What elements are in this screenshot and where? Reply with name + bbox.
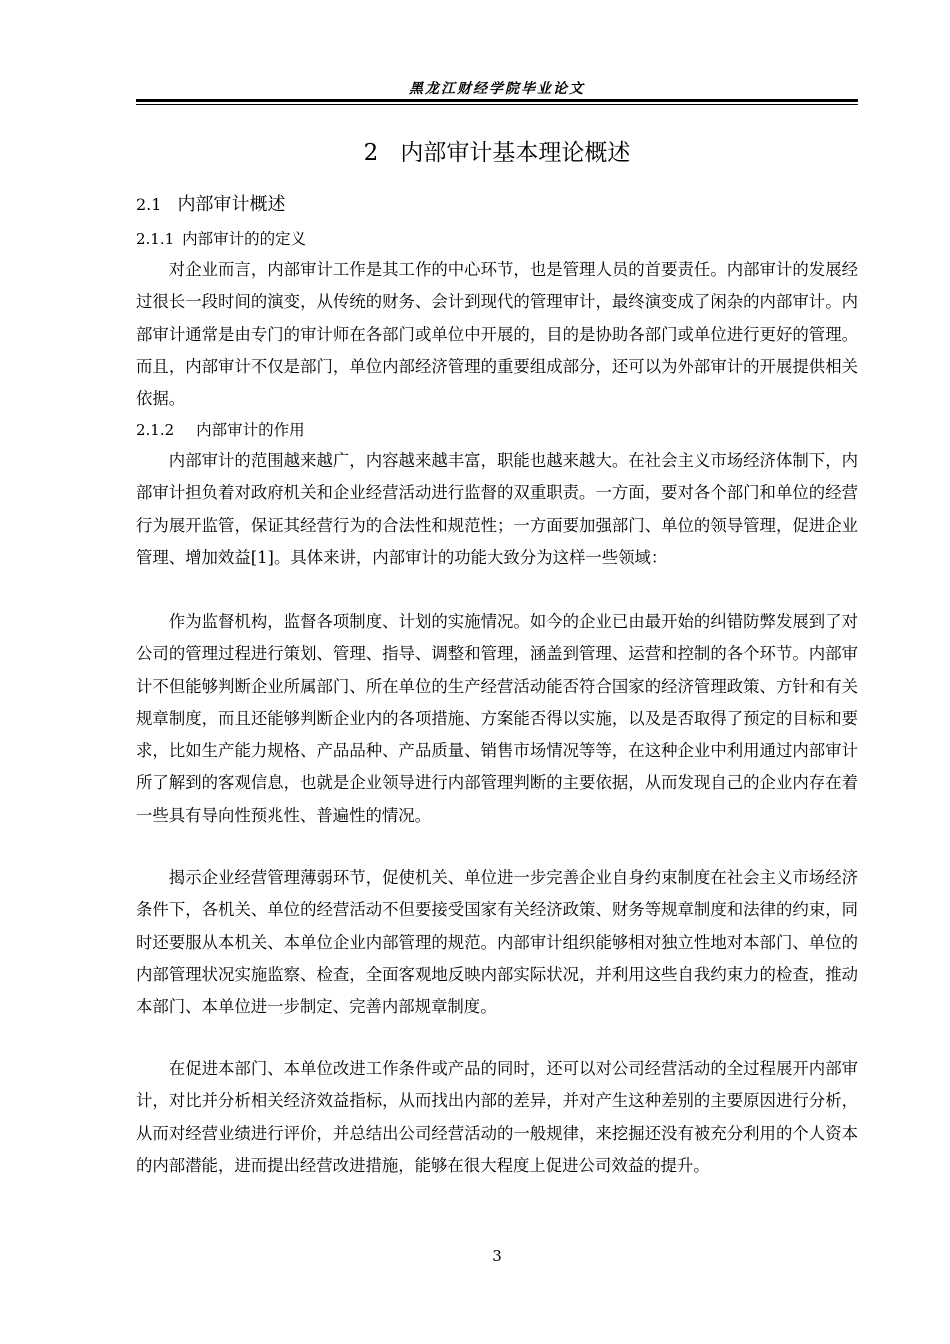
page-number: 3 <box>492 1247 502 1265</box>
body-paragraph: 对企业而言，内部审计工作是其工作的中心环节，也是管理人员的首要责任。内部审计的发展经过很长一段时间的演变，从传统的财务、会计到现代的管理审计，最终演变成了闲杂的内部审计。内部审计通常是由专门的审计师在各部门或单位中开展的，目的是协助各部门或单位进行更好的管理。而且，内部审计不仅是部门，单位内部经济管理的重要组成部分，还可以为外部审计的开展提供相关依据。 <box>136 260 858 409</box>
body-paragraph: 内部审计的范围越来越广，内容越来越丰富，职能也越来越大。在社会主义市场经济体制下，内部审计担负着对政府机关和企业经营活动进行监督的双重职责。一方面，要对各个部门和单位的经营行为展开监管，保证其经营行为的合法性和规范性；一方面要加强部门、单位的领导管理，促进企业管理、增加效益[1]。具体来讲，内部审计的功能大致分为这样一些领域： <box>136 451 858 567</box>
subsection-number: 2.1.1 <box>136 230 175 248</box>
chapter-title <box>136 134 858 167</box>
section-heading-2-1-2 <box>136 418 305 440</box>
body-paragraph: 揭示企业经营管理薄弱环节，促使机关、单位进一步完善企业自身约束制度在社会主义市场经济条件下，各机关、单位的经营活动不但要接受国家有关经济政策、财务等规章制度和法律的约束，同时还要服从本机关、本单位企业内部管理的规范。内部审计组织能够相对独立性地对本部门、单位的内部管理状况实施监察、检查，全面客观地反映内部实际状况，并利用这些自我约束力的检查，推动本部门、本单位进一步制定、完善内部规章制度。 <box>136 868 858 1017</box>
section-heading-2-1 <box>136 190 285 216</box>
header-rule-thick <box>136 99 858 102</box>
running-header: 黑龙江财经学院毕业论文 <box>409 81 585 97</box>
body-paragraph: 作为监督机构，监督各项制度、计划的实施情况。如今的企业已由最开始的纠错防弊发展到了对公司的管理过程进行策划、管理、指导、调整和管理，涵盖到管理、运营和控制的各个环节。内部审计不但能够判断企业所属部门、所在单位的生产经营活动能否符合国家的经济管理政策、方针和有关规章制度，而且还能够判断企业内的各项措施、方案能否得以实施，以及是否取得了预定的目标和要求，比如生产能力规格、产品品种、产品质量、销售市场情况等等，在这种企业中利用通过内部审计所了解到的客观信息，也就是企业领导进行内部管理判断的主要依据，从而发现自己的企业内存在着一些具有导向性预兆性、普遍性的情况。 <box>136 612 858 825</box>
subsection-title: 内部审计的作用 <box>196 421 305 439</box>
section-title: 内部审计概述 <box>177 194 286 215</box>
chapter-number: 2 <box>363 140 379 166</box>
section-number: 2.1 <box>136 195 162 214</box>
header-rule-thin <box>136 104 858 105</box>
subsection-number: 2.1.2 <box>136 421 175 439</box>
chapter-title-text: 内部审计基本理论概述 <box>400 140 631 166</box>
subsection-title: 内部审计的的定义 <box>182 230 307 248</box>
body-paragraph: 在促进本部门、本单位改进工作条件或产品的同时，还可以对公司经营活动的全过程展开内部审计，对比并分析相关经济效益指标，从而找出内部的差异，并对产生这种差别的主要原因进行分析，从而对经营业绩进行评价，并总结出公司经营活动的一般规律，来挖掘还没有被充分利用的个人资本的内部潜能，进而提出经营改进措施，能够在很大程度上促进公司效益的提升。 <box>136 1059 858 1175</box>
section-heading-2-1-1 <box>136 227 306 249</box>
